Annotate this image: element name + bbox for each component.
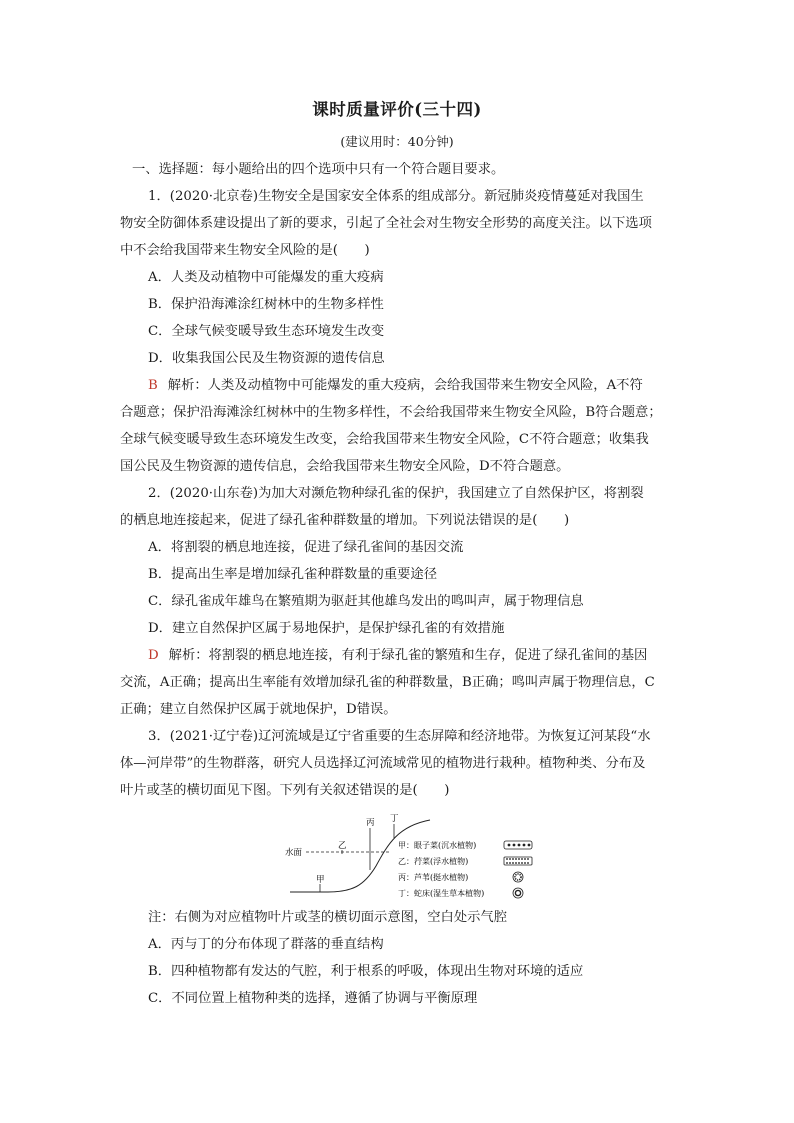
q1-stem-line: 1．(2020·北京卷)生物安全是国家安全体系的组成部分。新冠肺炎疫情蔓延对我国生	[148, 189, 644, 204]
q1-analysis-line	[148, 376, 643, 396]
q3-stem-line: 3．(2021·辽宁卷)辽河流域是辽宁省重要的生态屏障和经济地带。为恢复辽河某段“水	[148, 729, 651, 744]
q1-analysis-line: 合题意；保护沿海滩涂红树林中的生物多样性，不会给我国带来生物安全风险，B符合题意；	[120, 405, 662, 420]
q2-answer: D	[148, 648, 159, 663]
q1-option-d: D．收集我国公民及生物资源的遗传信息	[148, 351, 385, 366]
legend-jia: 甲：眼子菜(沉水植物)	[398, 841, 477, 850]
q2-option-d: D．建立自然保护区属于易地保护，是保护绿孔雀的有效措施	[148, 621, 505, 636]
position-yi-label: 乙	[338, 841, 347, 851]
q1-stem-line: 物安全防御体系建设提出了新的要求，引起了全社会对生物安全形势的高度关注。以下选项	[120, 216, 652, 231]
q1-answer: B	[148, 378, 158, 393]
q1-stem-line: 中不会给我国带来生物安全风险的是( )	[120, 243, 370, 258]
riverbank-plant-diagram	[280, 814, 540, 900]
water-surface-label: 水面	[285, 848, 303, 858]
q2-analysis-line	[148, 646, 647, 666]
q2-option-c: C．绿孔雀成年雄鸟在繁殖期为驱赶其他雄鸟发出的鸣叫声，属于物理信息	[148, 594, 584, 609]
q1-analysis-line: 全球气候变暖导致生态环境发生改变，会给我国带来生物安全风险，C不符合题意；收集我	[120, 432, 649, 447]
position-ding-label: 丁	[390, 814, 399, 824]
q1-analysis-line: 国公民及生物资源的遗传信息，会给我国带来生物安全风险，D不符合题意。	[120, 459, 570, 474]
q2-stem-line: 2．(2020·山东卷)为加大对濒危物种绿孔雀的保护，我国建立了自然保护区，将割裂	[148, 486, 644, 501]
q3-stem-line: 叶片或茎的横切面见下图。下列有关叙述错误的是( )	[120, 783, 450, 798]
q3-option-b: B．四种植物都有发达的气腔，利于根系的呼吸，体现出生物对环境的适应	[148, 964, 584, 979]
stem-section-bing-icon	[513, 872, 523, 882]
stem-section-ding-icon	[513, 888, 523, 898]
q1-option-b: B．保护沿海滩涂红树林中的生物多样性	[148, 297, 384, 312]
q3-option-c: C．不同位置上植物种类的选择，遵循了协调与平衡原理	[148, 991, 478, 1006]
section-heading: 一、选择题：每小题给出的四个选项中只有一个符合题目要求。	[132, 162, 505, 177]
legend-bing: 丙：芦苇(挺水植物)	[398, 873, 469, 882]
page-subtitle: (建议用时：40分钟)	[340, 134, 454, 149]
legend-yi: 乙：荇菜(浮水植物)	[398, 857, 469, 866]
q3-option-a: A．丙与丁的分布体现了群落的垂直结构	[148, 937, 384, 952]
q1-option-a: A．人类及动植物中可能爆发的重大疫病	[148, 270, 384, 285]
legend-ding: 丁：蛇床(湿生草本植物)	[398, 889, 485, 898]
position-bing-label: 丙	[366, 818, 375, 828]
leaf-section-yi-icon	[504, 857, 532, 865]
q2-option-b: B．提高出生率是增加绿孔雀种群数量的重要途径	[148, 567, 438, 582]
q1-option-c: C．全球气候变暖导致生态环境发生改变	[148, 324, 385, 339]
q3-stem-line: 体—河岸带”的生物群落，研究人员选择辽河流域常见的植物进行栽种。植物种类、分布及	[120, 756, 646, 771]
leaf-section-jia-icon	[504, 841, 532, 849]
position-jia-label: 甲	[316, 875, 325, 885]
q2-analysis-line: 交流，A正确；提高出生率能有效增加绿孔雀的种群数量，B正确；鸣叫声属于物理信息，C	[120, 675, 655, 690]
q2-analysis-line: 正确；建立自然保护区属于就地保护，D错误。	[120, 702, 397, 717]
q2-analysis-text: 解析：将割裂的栖息地连接，有利于绿孔雀的繁殖和生存，促进了绿孔雀间的基因	[168, 648, 648, 663]
q2-option-a: A．将割裂的栖息地连接，促进了绿孔雀间的基因交流	[148, 540, 464, 555]
page-title: 课时质量评价(三十四)	[312, 100, 482, 119]
q3-diagram-note: 注：右侧为对应植物叶片或茎的横切面示意图，空白处示气腔	[148, 910, 508, 925]
q1-analysis-text: 解析：人类及动植物中可能爆发的重大疫病，会给我国带来生物安全风险，A不符	[167, 378, 643, 393]
q2-stem-line: 的栖息地连接起来，促进了绿孔雀种群数量的增加。下列说法错误的是( )	[120, 513, 570, 528]
